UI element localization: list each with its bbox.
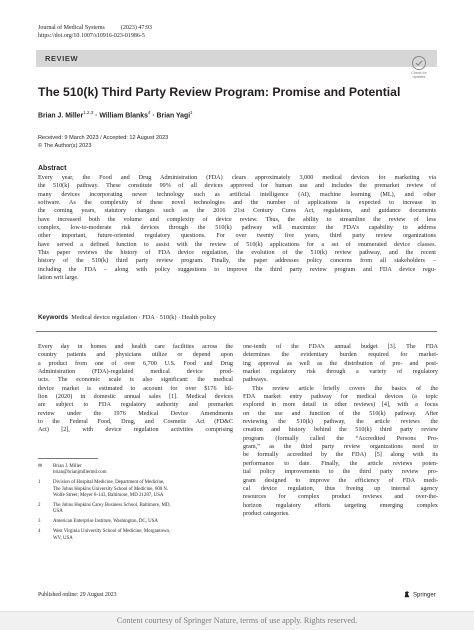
text-line: device market is estimated to account for over $176 bil- xyxy=(38,385,233,392)
email-link[interactable]: brian@brianjmillermd.com xyxy=(53,470,107,476)
affiliation-item xyxy=(38,529,233,542)
text-line: Administration (FDA)-regulated medical device prod- xyxy=(38,369,233,376)
text-line: cal device regulation, thus freeing up internal agency xyxy=(243,485,438,492)
text-line: Every day in homes and health care facilities across the xyxy=(38,344,233,350)
footnote-line: American Enterprise Institute, Washington, DC, USA xyxy=(53,519,158,525)
text-line: on the use and function of the 510(k) pathway. After xyxy=(243,410,438,417)
text-line: gram designed to improve the efficiency of FDA medi- xyxy=(243,477,438,484)
text-line: reviewing the 510(k) pathway, the article reviews the xyxy=(243,419,438,426)
affiliation-number: 1 xyxy=(38,480,41,486)
text-line: ucts. The economic scale is also significant: the medical xyxy=(38,377,233,384)
footnote-line: Division of Hospital Medicine, Department of Medicine, xyxy=(53,480,165,486)
text-line: performance to date. Finally, the article reviews poten- xyxy=(243,460,438,467)
text-line: other important, future-oriented regulatory questions. For over twenty five years, third party review organizations xyxy=(38,233,436,240)
text-line: tial policy improvements to the third party review pro- xyxy=(243,469,438,476)
check-for-updates-icon xyxy=(412,56,426,70)
text-line: country patients and physicians utilize or depend upon xyxy=(38,352,233,359)
keywords xyxy=(38,314,436,321)
keywords-label: Keywords xyxy=(38,314,69,321)
text-line: are subject to FDA regulatory authority and premarket xyxy=(38,402,233,409)
abstract-heading: Abstract xyxy=(38,165,67,172)
footnote-line: USA xyxy=(53,509,63,515)
author-affiliation-marker: 1,2,3 xyxy=(83,110,94,115)
author-separator: · xyxy=(93,112,100,120)
author-affiliation-marker: 4 xyxy=(147,110,151,115)
affiliation-number: 3 xyxy=(38,519,41,525)
journal-volume: (2023) 47:93 xyxy=(120,25,152,31)
text-line: horizon regulatory efforts targeting emerging complex xyxy=(243,502,438,509)
author-name[interactable]: Brian Yagi xyxy=(156,112,191,120)
text-line: to the Federal Food, Drug, and Cosmetic Act (FD&C xyxy=(38,419,233,426)
text-line: ing approval as well as the distribution of pre- and post- xyxy=(243,360,438,367)
divider xyxy=(36,331,437,332)
text-line: FDA market entry pathway for medical devices (a topic xyxy=(243,394,438,401)
body-column-right xyxy=(243,343,438,518)
footnote-divider xyxy=(38,458,98,459)
check-for-updates-text: Check for updates xyxy=(411,71,427,79)
article-type-bar xyxy=(36,50,437,67)
copyright: © The Author(s) 2023 xyxy=(38,142,92,149)
text-line: market regulatory risk through a variety of regulatory xyxy=(243,369,438,376)
text-line: creation and history behind the 510(k) third party review xyxy=(243,427,438,434)
text-line: have served a defined function to assist with the review of 510(k) applications for a set of enumerated device classes. xyxy=(38,241,436,248)
journal-citation xyxy=(38,25,152,32)
keywords-text: Medical device regulation · FDA · 510(k) · Health policy xyxy=(71,314,216,321)
footnote-line: Brian J. Miller xyxy=(53,464,82,469)
text-line: including the FDA – along with policy suggestions to improve the third party review program and FDA device regu- xyxy=(38,266,436,273)
journal-name: Journal of Medical Systems xyxy=(38,25,105,31)
text-line: gram,” as the third party review organizations need to xyxy=(243,444,438,451)
affiliation-item xyxy=(38,519,233,525)
affiliation-item xyxy=(38,480,233,499)
text-line: pathways. xyxy=(243,377,268,384)
received-accepted: Received: 9 March 2023 / Accepted: 12 August 2023 xyxy=(38,135,169,141)
footnote-line: WV, USA xyxy=(53,535,73,541)
text-line: Act) [2], with device regulation activities comprising xyxy=(38,427,233,434)
author-affiliation-marker: 1 xyxy=(190,110,193,115)
courtesy-footer xyxy=(0,611,474,630)
corresponding-author xyxy=(38,464,233,477)
text-line: software. As the complexity of these novel technologies and the number of applications is expected to increase in xyxy=(38,200,436,207)
footnote-line: West Virginia University School of Medicine, Morgantown, xyxy=(53,529,171,535)
footnote-line: Wolfe Street; Meyer 8-143, Baltimore, MD 21287, USA xyxy=(53,493,164,499)
publisher-name: Springer xyxy=(413,592,436,599)
text-line: a product from one of over 6,700 U.S. Food and Drug xyxy=(38,360,233,367)
publisher-logo[interactable] xyxy=(403,590,436,599)
text-line: This paper reviews the history of FDA device regulation, the evolution of the 510(k) review pathway, and the recent xyxy=(38,250,436,257)
text-line: be formally accredited by the FDA) [5] along with its xyxy=(243,452,438,459)
check-for-updates-badge[interactable] xyxy=(408,56,430,82)
abstract-body xyxy=(38,174,436,282)
text-line: one-tenth of the FDA’s annual budget [3]. The FDA xyxy=(243,344,438,350)
envelope-icon: ✉ xyxy=(38,464,43,469)
text-line: the coming years, statutory changes such as the 2016 21st Century Cures Act, regulations, and guidance documents xyxy=(38,208,436,215)
text-line: resources for complex product reviews and over-the- xyxy=(243,494,438,501)
text-line: determines the evidentiary burden required for market- xyxy=(243,352,438,359)
text-line: Every year, the Food and Drug Administration (FDA) clears approximately 3,000 medical devices for marketing via xyxy=(38,175,436,181)
text-line: program (formally called the “Accredited Persons Pro- xyxy=(243,435,438,442)
text-line: have increased both the volume and complexity of device review. Thus, the ability to streamline the review of less xyxy=(38,216,436,223)
author-name[interactable]: William Blanks xyxy=(99,112,148,120)
article-dates xyxy=(38,135,168,150)
footnote-line: The Johns Hopkins Carey Business School, Baltimore, MD, xyxy=(53,503,171,509)
springer-horse-icon xyxy=(403,590,411,598)
published-online: Published online: 29 August 2023 xyxy=(38,592,117,598)
text-line: history of the 510(k) third party review program. Finally, the paper addresses policy concerns from all stakeholders – xyxy=(38,258,436,265)
article-type-label: REVIEW xyxy=(45,54,79,63)
courtesy-text: Content courtesy of Springer Nature, terms of use apply. Rights reserved. xyxy=(116,616,358,625)
affiliation-number: 4 xyxy=(38,529,41,535)
text-line: many devices incorporating newer technology such as artificial intelligence (AI), machine learning (ML), and other xyxy=(38,191,436,198)
author-separator: · xyxy=(150,112,157,120)
body-column-left xyxy=(38,343,233,435)
affiliation-item xyxy=(38,503,233,516)
text-line: lion (2020) in domestic annual sales [1]. Medical devices xyxy=(38,394,233,401)
author-affiliations xyxy=(38,464,233,546)
doi-link[interactable]: https://doi.org/10.1007/s10916-023-01986-5 xyxy=(38,33,145,39)
text-line: complex, low-to-moderate risk devices through the 510(k) pathway will maximize the FDA’s capability to address xyxy=(38,225,436,232)
article-title: The 510(k) Third Party Review Program: Promise and Potential xyxy=(38,85,401,99)
text-line: lation writ large. xyxy=(38,275,79,282)
text-line: explored in more detail in other reviews) [4], with a focus xyxy=(243,402,438,409)
text-line: This review article briefly covers the basics of the xyxy=(252,385,438,392)
author-list xyxy=(38,110,458,119)
text-line: review under the 1976 Medical Device Amendments xyxy=(38,410,233,417)
affiliation-number: 2 xyxy=(38,503,41,509)
text-line: the 510(k) pathway. These constitute 99% of all devices approved for human use and includes the premarket review of xyxy=(38,183,436,190)
text-line: product categories. xyxy=(243,510,290,517)
footnote-line: The Johns Hopkins University School of Medicine, 600 N. xyxy=(53,486,169,492)
author-name[interactable]: Brian J. Miller xyxy=(38,112,84,120)
